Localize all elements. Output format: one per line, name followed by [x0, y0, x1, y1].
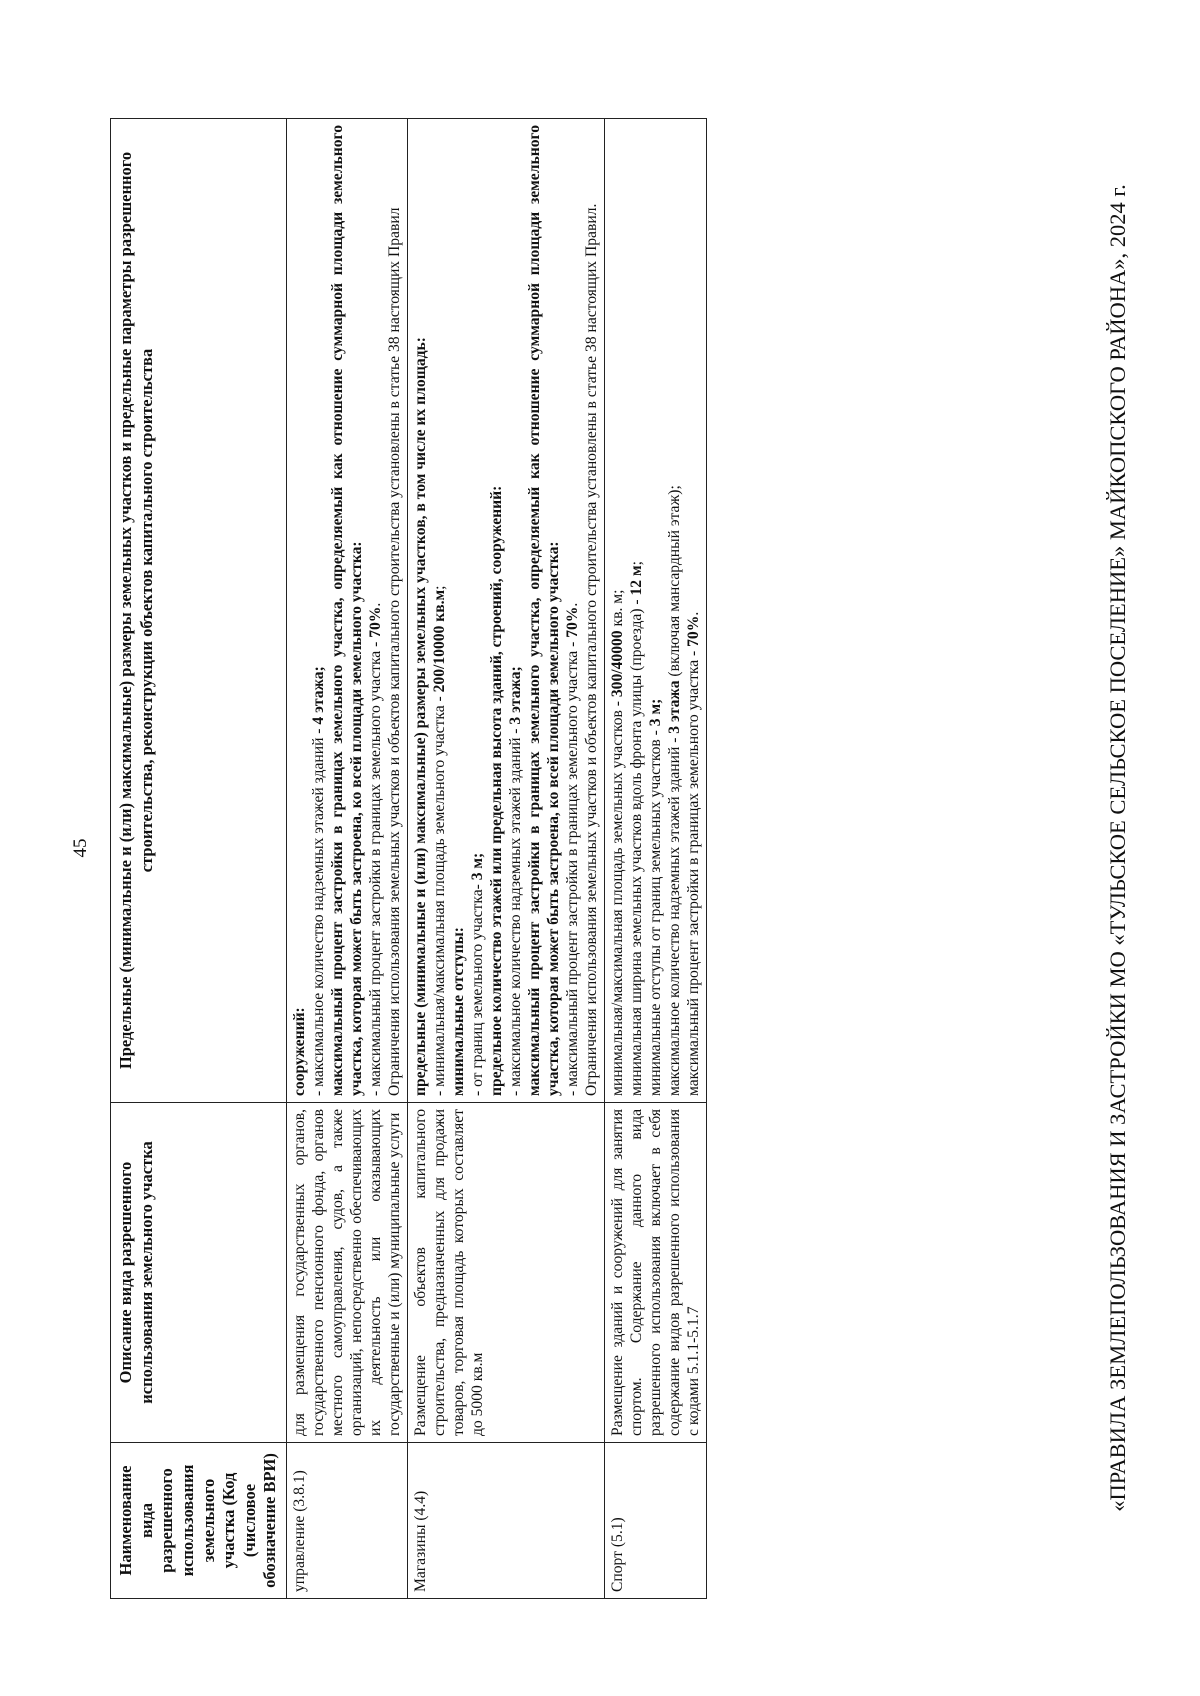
param-text: кв. м; — [609, 589, 627, 631]
param-text: . — [564, 602, 582, 607]
param-text: - максимальное количество надземных этажей зданий - — [310, 724, 328, 1096]
param-value: 3 м; — [647, 698, 665, 727]
param-line — [430, 125, 449, 1096]
param-text: максимальное количество надземных этажей зданий - — [666, 733, 684, 1096]
param-value: 3 этажа — [666, 680, 684, 734]
param-text: - максимальный процент застройки в границах земельного участка - — [564, 637, 582, 1096]
table-header-row — [111, 119, 287, 1599]
use-description-cell: для размещения государственных органов, государственного пенсионного фонда, органов местного самоуправления, судов, а также организаций, непосредственно обеспечивающих их деятельность или оказывающих государственные и (или) муниципальные услуги — [287, 1103, 408, 1443]
page-number: 45 — [70, 838, 91, 858]
param-value: 70% — [367, 606, 385, 638]
use-description-cell: Размещение объектов капитального строительства, предназначенных для продажи товаров, торговая площадь которых составляет до 5000 кв.м — [408, 1103, 605, 1443]
param-line: предельные (минимальные и (или) максимальные) размеры земельных участков, в том числе их площадь: — [412, 337, 430, 1096]
param-text: ; — [431, 585, 449, 590]
param-line — [563, 125, 582, 1096]
table-row — [408, 119, 605, 1599]
header-use-description: Описание вида разрешенного использования земельного участка — [111, 1103, 287, 1443]
param-value: 300/40000 — [609, 630, 627, 698]
param-line — [608, 125, 627, 1096]
param-line — [506, 125, 525, 1096]
param-value: 3 этажа; — [507, 666, 525, 725]
param-text: - максимальное количество надземных этажей зданий - — [507, 724, 525, 1096]
header-parameters: Предельные (минимальные и (или) максимальные) размеры земельных участков и предельные параметры разрешенного строительства, реконструкции объектов капитального строительства — [111, 119, 287, 1103]
param-line — [665, 125, 684, 1096]
param-line — [627, 125, 646, 1096]
param-text: минимальная ширина земельных участков вдоль фронта улицы (проезда) - — [628, 595, 646, 1096]
param-line: максимальный процент застройки в границах земельного участка, определяемый как отношение суммарной площади земельного участка, которая может быть застроена, ко всей площади земельного участка: — [329, 125, 366, 1096]
param-line: предельное количество этажей или предельная высота зданий, строений, сооружений: — [488, 485, 506, 1096]
param-line — [309, 125, 328, 1096]
param-value: 70% — [685, 615, 703, 647]
param-value: 70% — [564, 606, 582, 638]
document-footer: «ПРАВИЛА ЗЕМЛЕПОЛЬЗОВАНИЯ И ЗАСТРОЙКИ МО «ТУЛЬСКОЕ СЕЛЬСКОЕ ПОСЕЛЕНИЕ» МАЙКОПСКОГО РАЙОНА», 2024 г. — [1105, 184, 1130, 1512]
param-text: ; — [628, 561, 646, 566]
param-line — [646, 125, 665, 1096]
param-line: максимальный процент застройки в границах земельного участка, определяемый как отношение суммарной площади земельного участка, которая может быть застроена, ко всей площади земельного участка: — [526, 125, 563, 1096]
parameters-cell — [605, 119, 707, 1103]
param-value: 200/10000 кв.м — [431, 589, 449, 693]
param-text: . — [685, 611, 703, 616]
param-line: Ограничения использования земельных участков и объектов капитального строительства установлены в статье 38 настоящих Правил — [386, 207, 404, 1096]
param-text: . — [367, 602, 385, 607]
param-value: 4 этажа; — [310, 666, 328, 725]
param-text: (включая мансардный этаж); — [666, 485, 684, 681]
param-text: минимальная/максимальная площадь земельных участков - — [609, 697, 627, 1096]
param-line: Ограничения использования земельных участков и объектов капитального строительства установлены в статье 38 настоящих Правил. — [583, 203, 601, 1096]
param-text: - от границ земельного участка- — [469, 880, 487, 1096]
param-line — [684, 125, 703, 1096]
table-row — [605, 119, 707, 1599]
param-line: минимальные отступы: — [450, 927, 468, 1096]
use-name-cell: Магазины (4.4) — [408, 1443, 605, 1599]
param-text: максимальный процент застройки в границах земельного участка - — [685, 646, 703, 1096]
param-value: 12 м — [628, 565, 646, 596]
param-line: сооружений: — [291, 1007, 308, 1096]
parameters-cell — [287, 119, 408, 1103]
param-line — [366, 125, 385, 1096]
header-use-name: Наименование вида разрешенного использования земельного участка (Код (числовое обозначение ВРИ) — [111, 1443, 287, 1599]
param-line — [468, 125, 487, 1096]
table-row — [287, 119, 408, 1599]
use-description-cell: Размещение зданий и сооружений для занятия спортом. Содержание данного вида разрешенного использования включает в себя содержание видов разрешенного использования с кодами 5.1.1-5.1.7 — [605, 1103, 707, 1443]
use-name-cell: Спорт (5.1) — [605, 1443, 707, 1599]
land-use-table — [110, 118, 707, 1599]
param-value: 3 м; — [469, 852, 487, 881]
parameters-cell — [408, 119, 605, 1103]
param-text: - максимальный процент застройки в границах земельного участка - — [367, 637, 385, 1096]
use-name-cell: управление (3.8.1) — [287, 1443, 408, 1599]
param-text: минимальные отступы от границ земельных участков - — [647, 726, 665, 1096]
param-text: - минимальная/максимальная площадь земельного участка - — [431, 692, 449, 1096]
